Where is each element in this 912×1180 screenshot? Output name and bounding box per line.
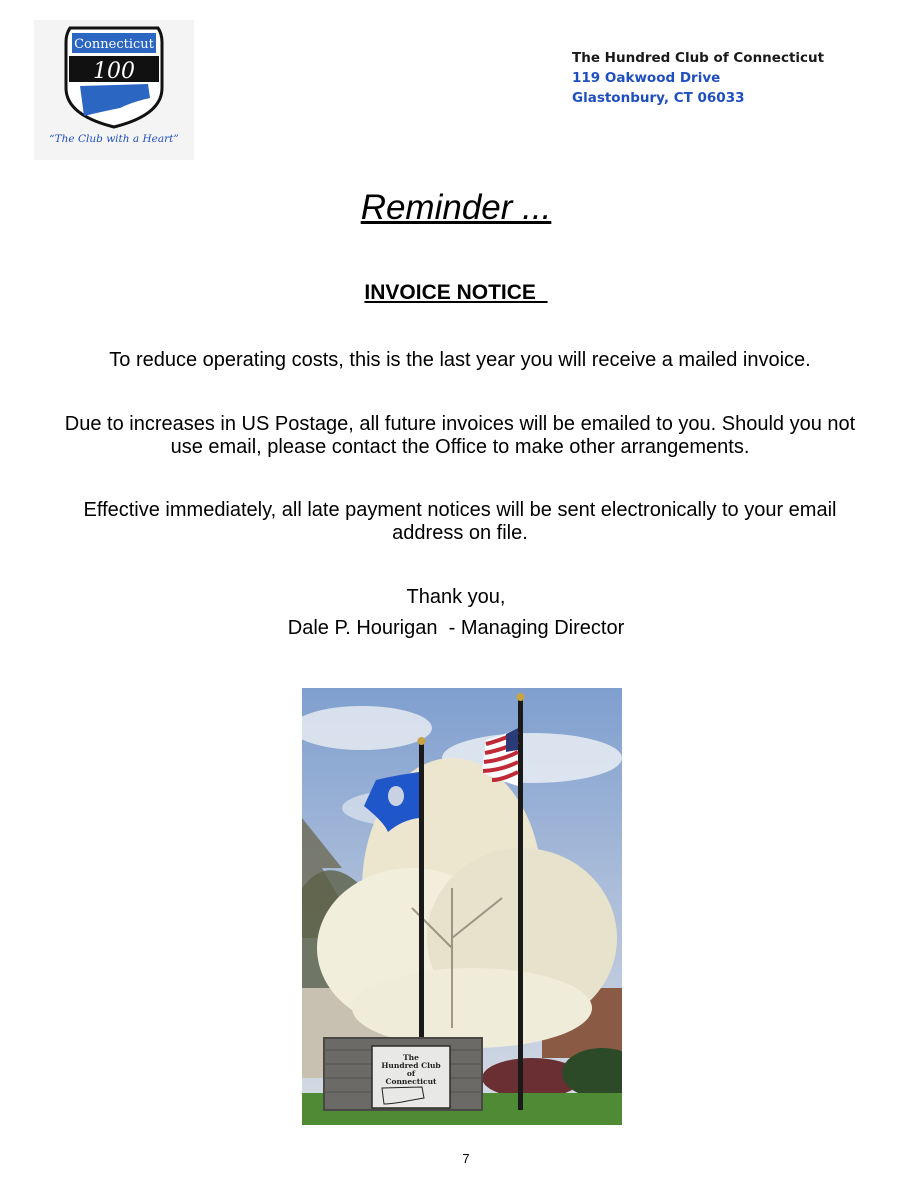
sign-text-line-1: The (403, 1053, 419, 1062)
page-number: 7 (462, 1151, 470, 1166)
paragraph-mailed-invoice: To reduce operating costs, this is the last year you will receive a mailed invoice. (109, 349, 811, 371)
address-city: Glastonbury, CT 06033 (572, 90, 745, 106)
page-title: Reminder ... (360, 188, 552, 227)
club-address (572, 48, 824, 108)
address-street: 119 Oakwood Drive (572, 70, 721, 86)
paragraph-email-invoices: Due to increases in US Postage, all future invoices will be emailed to you. Should you not use email, please contact the Office to make other arrangements. (64, 413, 856, 458)
club-name: The Hundred Club of Connecticut (572, 50, 825, 66)
sign-text-line-2: Hundred Club (381, 1061, 441, 1070)
signature: Dale P. Hourigan - Managing Director (287, 617, 625, 639)
sign-text-line-3: of (406, 1069, 416, 1078)
logo-state-text: Connecticut (74, 37, 154, 52)
paragraph-late-notices: Effective immediately, all late payment notices will be sent electronically to your email address on file. (83, 499, 837, 544)
sign-text-line-4: Connecticut (385, 1077, 437, 1086)
club-stone-sign (324, 1038, 482, 1110)
flagpole-photo (302, 688, 622, 1125)
logo-tagline: “The Club with a Heart” (49, 133, 179, 145)
club-logo (34, 20, 194, 160)
section-heading: INVOICE NOTICE (364, 281, 548, 304)
logo-number-text: 100 (93, 59, 135, 84)
closing-thanks: Thank you, (406, 586, 506, 608)
